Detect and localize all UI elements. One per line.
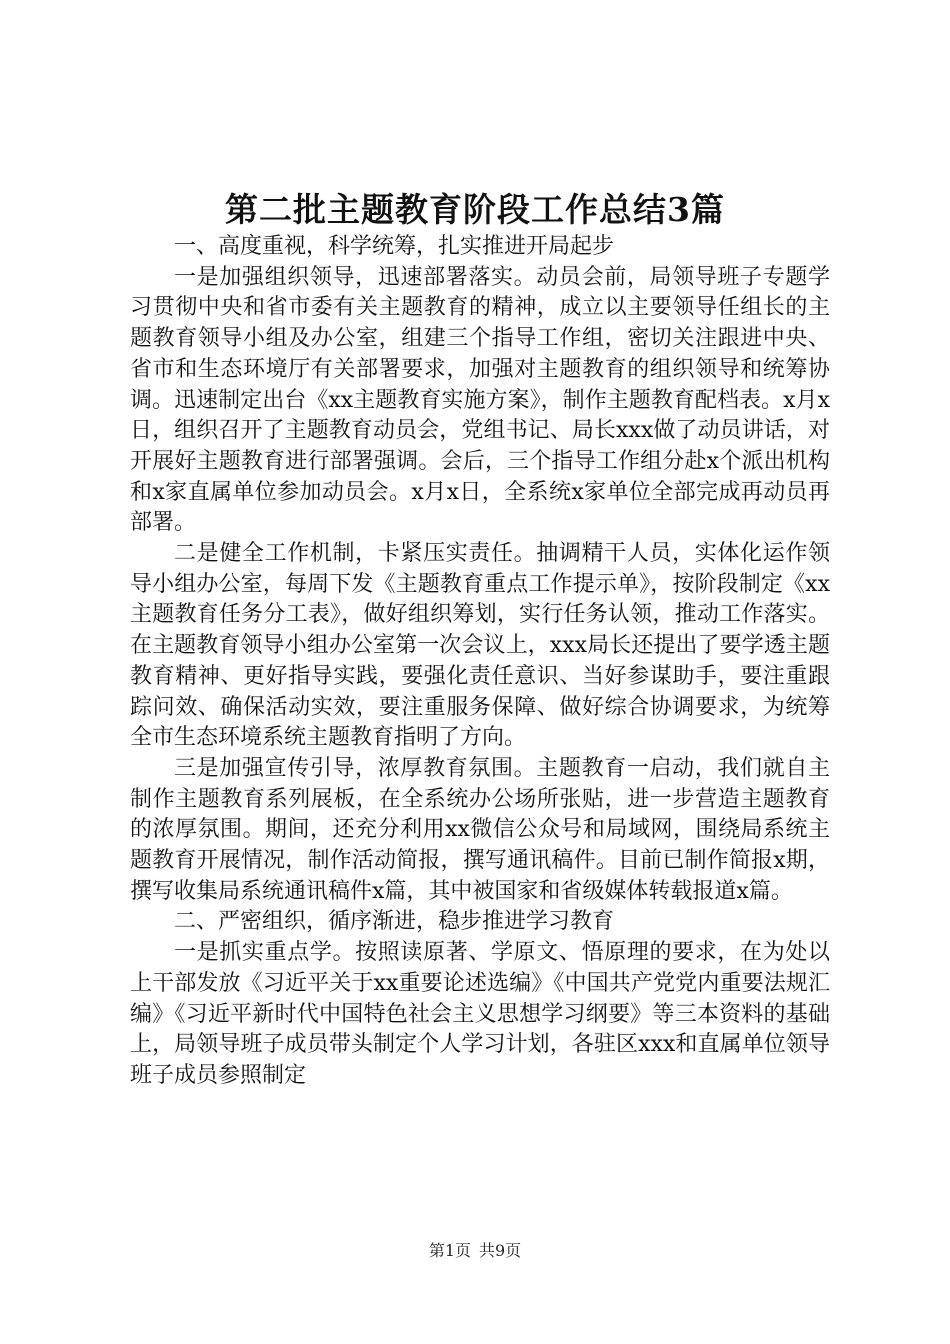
document-title: 第二批主题教育阶段工作总结3篇	[225, 190, 725, 229]
section-heading-1: 一、高度重视，科学统筹，扎实推进开局起步	[174, 234, 615, 259]
page-footer	[0, 1240, 950, 1262]
paragraph-key-study: 一是抓实重点学。按照读原著、学原文、悟原理的要求，在为处以上干部发放《习近平关于xx重要论述选编》《中国共产党党内重要法规汇编》《习近平新时代中国特色社会主义思想学习纲要》等三本资料的基础上，局领导班子成员带头制定个人学习计划，各驻区xxx和直属单位领导班子成员参照制定	[130, 940, 830, 1088]
page-number: 第1页	[428, 1241, 471, 1260]
paragraph-mechanism: 二是健全工作机制，卡紧压实责任。抽调精干人员，实体化运作领导小组办公室，每周下发《主题教育重点工作提示单》，按阶段制定《xx主题教育任务分工表》，做好组织筹划，实行任务认领，推动工作落实。在主题教育领导小组办公室第一次会议上，xxx局长还提出了要学透主题教育精神、更好指导实践，要强化责任意识、当好参谋助手，要注重跟踪问效、确保活动实效，要注重服务保障、做好综合协调要求，为统筹全市生态环境系统主题教育指明了方向。	[130, 541, 830, 751]
paragraph-organization: 一是加强组织领导，迅速部署落实。动员会前，局领导班子专题学习贯彻中央和省市委有关主题教育的精神，成立以主要领导任组长的主题教育领导小组及办公室，组建三个指导工作组，密切关注跟进中央、省市和生态环境厅有关部署要求，加强对主题教育的组织领导和统筹协调。迅速制定出台《xx主题教育实施方案》，制作主题教育配档表。x月x日，组织召开了主题教育动员会，党组书记、局长xxx做了动员讲话，对开展好主题教育进行部署强调。会后，三个指导工作组分赴x个派出机构和x家直属单位参加动员会。x月x日，全系统x家单位全部完成再动员再部署。	[130, 264, 830, 536]
page-total: 共9页	[479, 1241, 522, 1260]
document-body	[130, 232, 830, 1092]
paragraph-publicity: 三是加强宣传引导，浓厚教育氛围。主题教育一启动，我们就自主制作主题教育系列展板，在全系统办公场所张贴，进一步营造主题教育的浓厚氛围。期间，还充分利用xx微信公众号和局域网，围绕局系统主题教育开展情况，制作活动简报，撰写通讯稿件。目前已制作简报x期，撰写收集局系统通讯稿件x篇，其中被国家和省级媒体转载报道x篇。	[130, 755, 830, 904]
section-heading-2: 二、严密组织，循序渐进，稳步推进学习教育	[174, 909, 615, 935]
